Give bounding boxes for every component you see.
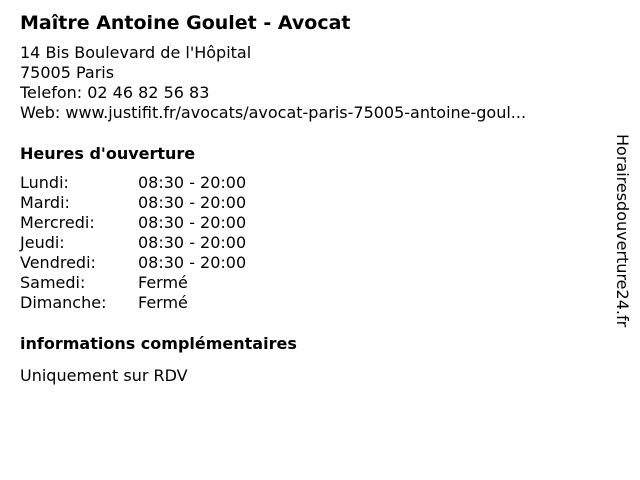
- hours-time: 08:30 - 20:00: [138, 233, 247, 252]
- business-title: Maître Antoine Goulet - Avocat: [20, 12, 351, 34]
- site-watermark: [612, 134, 632, 346]
- hours-day: Jeudi:: [20, 233, 65, 252]
- hours-day: Dimanche:: [20, 293, 107, 312]
- hours-day: Lundi:: [20, 173, 69, 192]
- phone-line: Telefon: 02 46 82 56 83: [20, 83, 210, 102]
- hours-time: 08:30 - 20:00: [138, 173, 247, 192]
- hours-time: Fermé: [138, 293, 188, 312]
- watermark-text: Horairesdouverture24.fr: [613, 134, 632, 328]
- hours-time: 08:30 - 20:00: [138, 193, 247, 212]
- hours-time: 08:30 - 20:00: [138, 253, 247, 272]
- additional-info-text: Uniquement sur RDV: [20, 366, 188, 385]
- hours-day: Mardi:: [20, 193, 70, 212]
- opening-hours-heading: Heures d'ouverture: [20, 144, 196, 163]
- address-street: 14 Bis Boulevard de l'Hôpital: [20, 43, 252, 62]
- hours-day: Mercredi:: [20, 213, 95, 232]
- additional-info-heading: informations complémentaires: [20, 334, 297, 353]
- address-city: 75005 Paris: [20, 63, 115, 82]
- contact-block: [20, 43, 526, 123]
- hours-day: Samedi:: [20, 273, 86, 292]
- hours-day: Vendredi:: [20, 253, 96, 272]
- hours-time: Fermé: [138, 273, 188, 292]
- web-line: Web: www.justifit.fr/avocats/avocat-paris-75005-antoine-goul...: [20, 103, 527, 122]
- hours-time: 08:30 - 20:00: [138, 213, 247, 232]
